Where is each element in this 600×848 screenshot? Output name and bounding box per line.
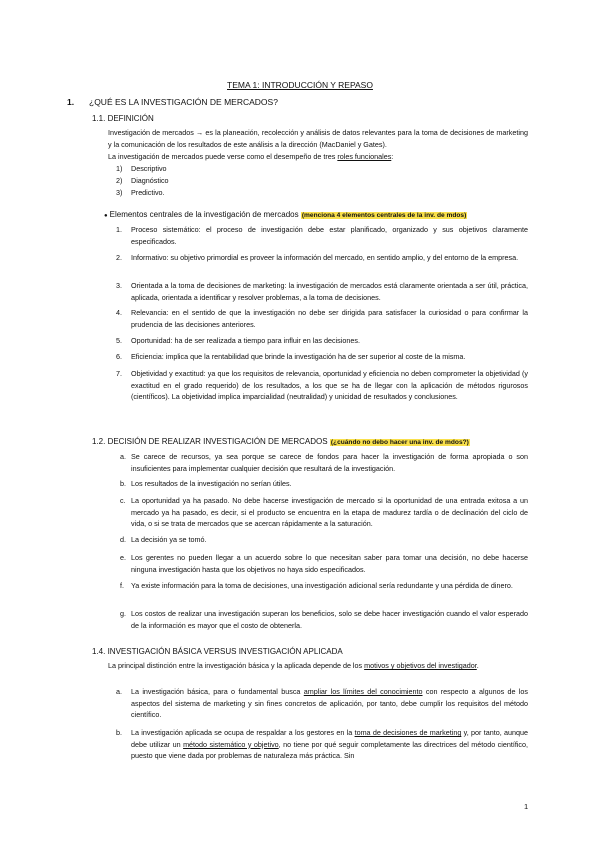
list-marker: 5.: [116, 336, 122, 345]
document-title: TEMA 1: INTRODUCCIÓN Y REPASO: [227, 80, 373, 90]
list-item: Se carece de recursos, ya sea porque se carece de fondos para hacer la investigación de forma apropiada o son insuficientes para implementar cualquier decisión que resultará de la investigación.: [131, 452, 528, 473]
intro-underlined: motivos y objetivos del investigador: [364, 661, 477, 670]
list-marker: 1.: [116, 225, 122, 234]
list-marker: 7.: [116, 369, 122, 378]
list-marker: 3.: [116, 281, 122, 290]
list-marker: c.: [120, 496, 126, 505]
list-marker: a.: [116, 687, 122, 696]
elements-heading: [104, 210, 467, 219]
subsection-title: 1.2. DECISIÓN DE REALIZAR INVESTIGACIÓN DE MERCADOS: [92, 437, 328, 446]
bullet-icon: ●: [104, 213, 108, 219]
intro-paragraph: [108, 660, 528, 672]
list-marker: 3): [116, 188, 123, 197]
item-underlined: toma de decisiones de marketing: [354, 728, 462, 737]
list-item: La decisión ya se tomó.: [131, 535, 207, 544]
list-item: Informativo: su objetivo primordial es proveer la información del mercado, en sentido amplio, y del entorno de la empresa.: [131, 253, 519, 262]
list-item: Orientada a la toma de decisiones de marketing: la investigación de mercados está claramente orientada a ser útil, práctica, aplicada, orientada a identificar y resolver problemas, a la toma de decisiones.: [131, 281, 528, 302]
list-marker: 4.: [116, 308, 122, 317]
roles-underlined: roles funcionales: [337, 152, 392, 161]
list-item: La oportunidad ya ha pasado. No debe hacerse investigación de mercado si la oportunidad de una entrada exitosa a un mercado ya ha pasado, es decir, si el producto se encuentra en la etapa de madurez tardía o de declinación del ciclo de vida, o si se trata de mercados que se acercan rápidamente a la saturación.: [131, 496, 528, 529]
list-marker: d.: [120, 535, 126, 544]
intro-end: .: [476, 661, 479, 670]
applied-research-item: [131, 727, 528, 762]
list-item: Eficiencia: implica que la rentabilidad que brinde la investigación ha de ser superior al coste de la misma.: [131, 352, 466, 361]
page-number: 1: [524, 802, 529, 811]
roles-text: La investigación de mercados puede verse como el desempeño de tres: [108, 152, 338, 161]
section-heading: [67, 97, 278, 107]
list-item: Los costos de realizar una investigación superan los beneficios, solo se debe hacer investigación cuando el valor esperado de la información es mayor que el costo de obtenerla.: [131, 609, 528, 630]
intro-text: La principal distinción entre la investigación básica y la aplicada depende de los: [108, 661, 365, 670]
list-marker: b.: [116, 728, 122, 737]
highlight-note: (menciona 4 elementos centrales de la inv. de mdos): [301, 212, 467, 219]
list-item: Oportunidad: ha de ser realizada a tiempo para influir en las decisiones.: [131, 336, 360, 345]
list-item: Relevancia: en el sentido de que la investigación no debe ser dirigida para satisfacer la curiosidad o para confirmar la prudencia de las decisiones anteriores.: [131, 308, 528, 329]
list-marker: 6.: [116, 352, 122, 361]
item-text: La investigación básica, para o fundamental busca: [131, 687, 304, 696]
list-item: Diagnóstico: [131, 176, 169, 185]
item-underlined: método sistemático y objetivo: [183, 739, 279, 749]
list-marker: 1): [116, 164, 123, 173]
list-item: Objetividad y exactitud: ya que los requisitos de relevancia, oportunidad y eficiencia no deben comprometer la objetividad (y exactitud en el grado requerido) de los resultados, a los que se ha de llegar con la aplicación de métodos rigurosos (científicos). La objetividad implica imparcialidad (neutralidad) y unicidad de resultados y conclusiones.: [131, 369, 528, 402]
list-item: Predictivo.: [131, 188, 165, 197]
list-marker: 2.: [116, 253, 122, 262]
list-marker: g.: [120, 609, 126, 618]
item-text: La investigación aplicada se ocupa de respaldar a los gestores en la: [131, 728, 355, 737]
list-marker: b.: [120, 479, 126, 488]
section-title: ¿QUÉ ES LA INVESTIGACIÓN DE MERCADOS?: [89, 97, 278, 107]
list-item: Proceso sistemático: el proceso de investigación debe estar planificado, organizado y sus objetivos claramente especificados.: [131, 225, 528, 246]
list-marker: e.: [120, 553, 126, 562]
basic-research-item: [131, 686, 528, 721]
roles-paragraph: [108, 151, 528, 163]
item-underlined: ampliar los límites del conocimiento: [303, 687, 423, 696]
item-text: con respecto a algunos de los aspectos del sistema de marketing y sin fines concretos de aplicación, por tanto, debe cumplir los requisitos del método científico.: [131, 687, 529, 720]
definition-paragraph: Investigación de mercados → es la planeación, recolección y análisis de datos relevantes para la toma de decisiones de marketing y la comunicación de los resultados de este análisis a la dirección (MacDaniel y Gates).: [108, 128, 528, 149]
list-item: Ya existe información para la toma de decisiones, una investigación adicional sería redundante y una pérdida de dinero.: [131, 581, 513, 590]
subsection-heading-decision: [92, 437, 470, 446]
section-number: 1.: [67, 97, 75, 107]
item-text: , no tiene por qué seguir completamente las directrices del método científico, puesto que viene dada por problemas de naturaleza más práctica. Sin: [131, 739, 528, 761]
item-text: y, por tanto, aunque debe utilizar un: [131, 728, 528, 749]
roles-colon: :: [391, 152, 394, 161]
list-marker: f.: [120, 581, 124, 590]
subsection-heading-definicion: 1.1. DEFINICIÓN: [92, 114, 154, 123]
list-item: Los gerentes no pueden llegar a un acuerdo sobre lo que necesitan saber para tomar una decisión, no debe hacerse ninguna investigación hasta que los objetivos no haya sido especificados.: [131, 553, 528, 574]
list-marker: a.: [120, 452, 126, 461]
list-item: Los resultados de la investigación no serían útiles.: [131, 479, 292, 488]
elements-title: Elementos centrales de la investigación de mercados: [109, 210, 299, 219]
list-marker: 2): [116, 176, 123, 185]
highlight-note: (¿cuándo no debo hacer una inv. de mdos?): [330, 439, 469, 446]
subsection-heading-basica-aplicada: 1.4. INVESTIGACIÓN BÁSICA VERSUS INVESTIGACIÓN APLICADA: [92, 647, 343, 656]
list-item: Descriptivo: [131, 164, 167, 173]
